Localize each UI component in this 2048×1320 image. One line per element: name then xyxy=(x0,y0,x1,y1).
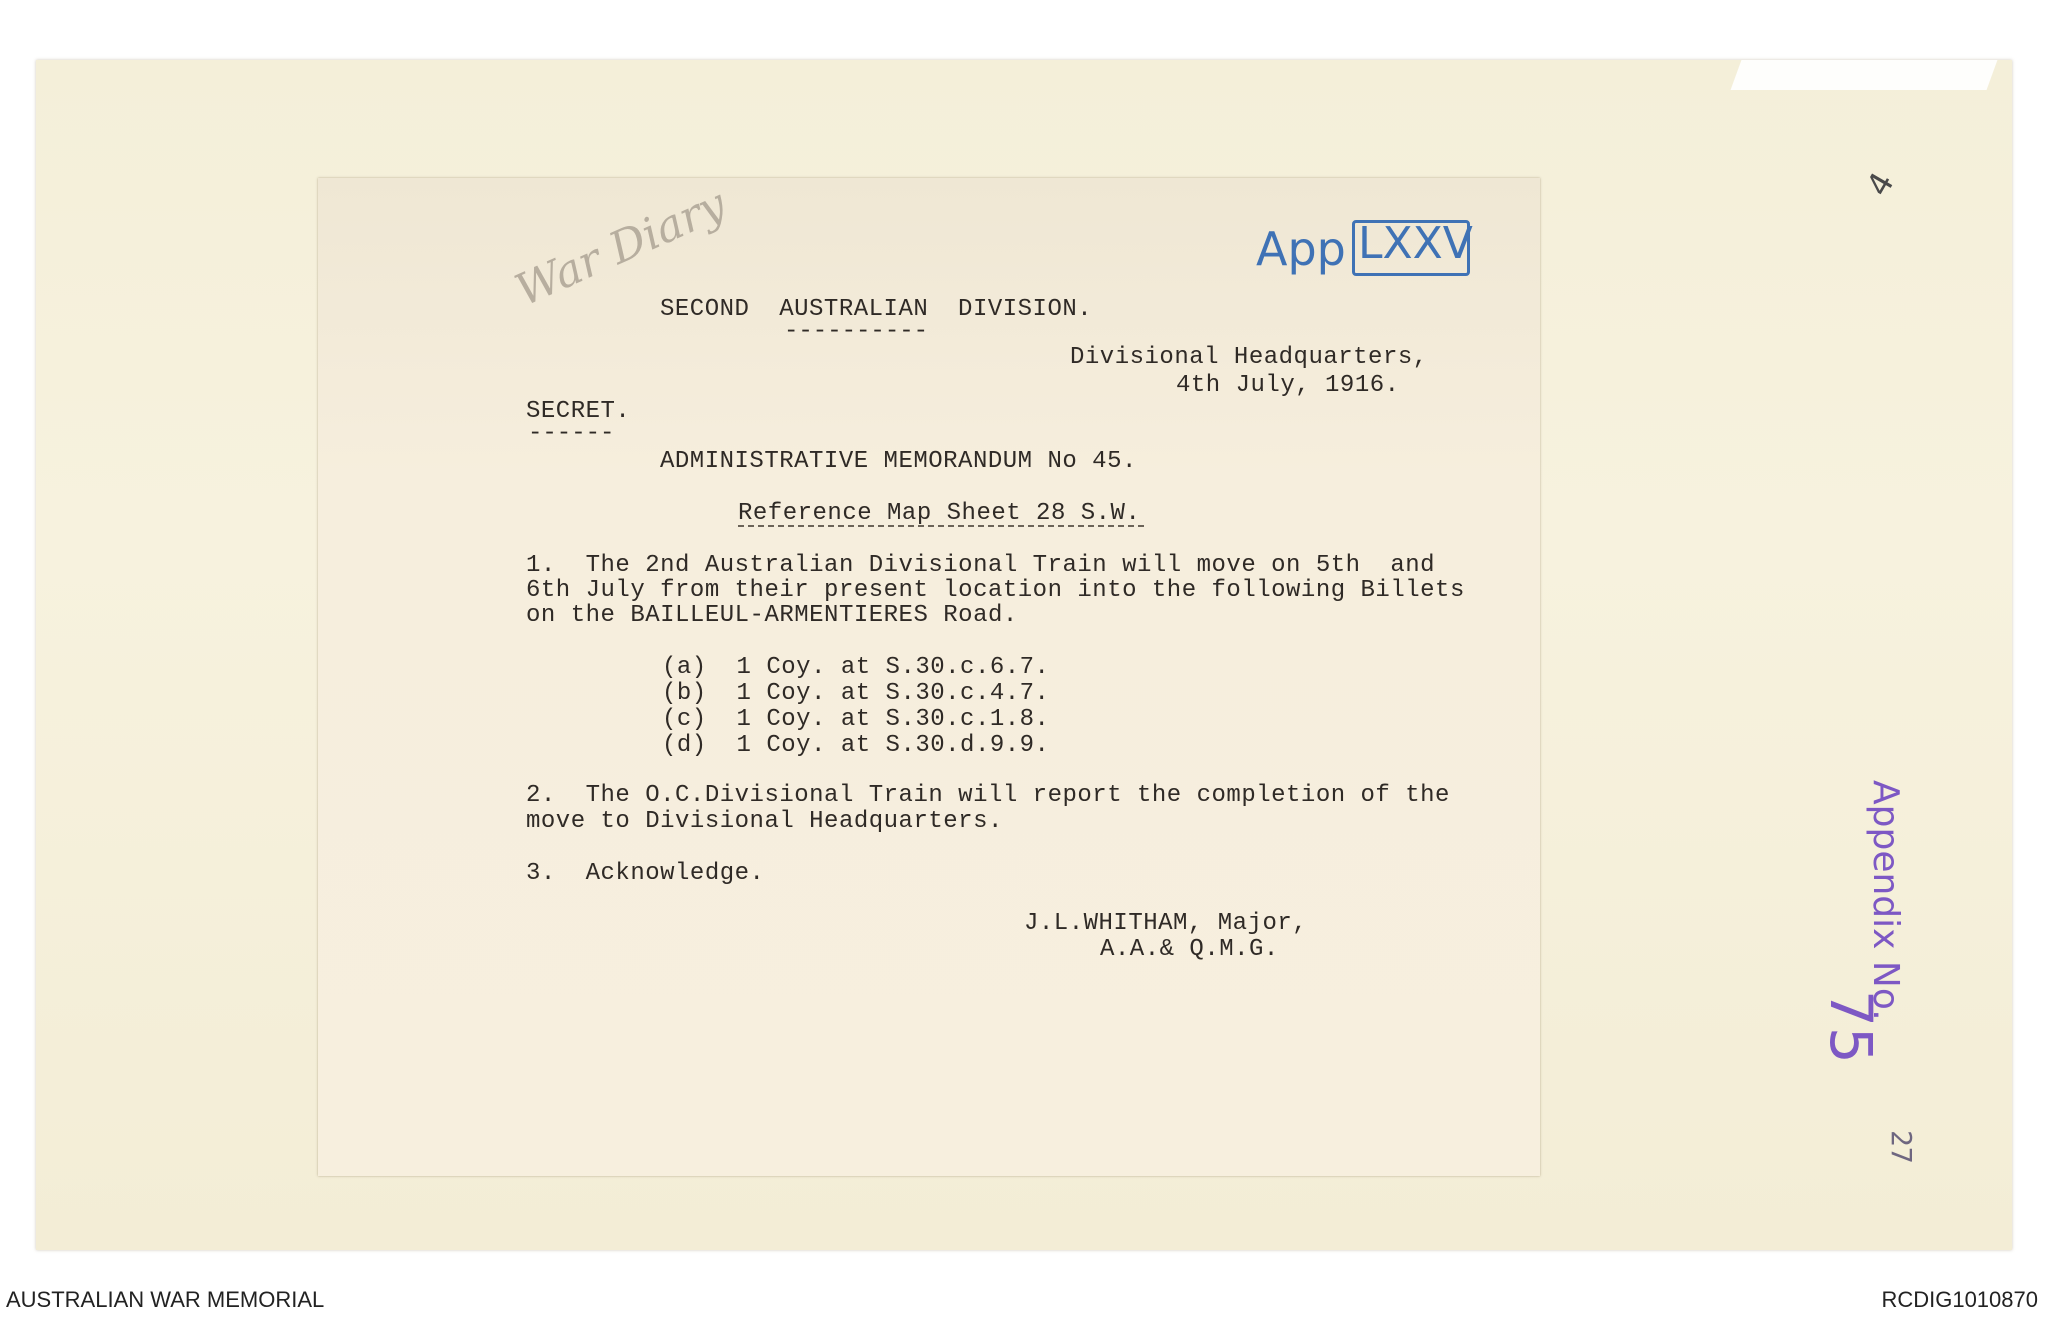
billet-item: (d) 1 Coy. at S.30.d.9.9. xyxy=(662,732,1050,759)
app-number: LXXV xyxy=(1358,218,1473,269)
appendix-stamp: Appendix No. xyxy=(1865,780,1906,1021)
division-underline: ---------- xyxy=(784,318,929,345)
appendix-number: 75 xyxy=(1817,990,1885,1064)
hq-line: Divisional Headquarters, xyxy=(1070,344,1428,371)
paragraph-1-line: 1. The 2nd Australian Divisional Train will move on 5th and xyxy=(526,552,1436,579)
memo-title: ADMINISTRATIVE MEMORANDUM No 45. xyxy=(660,448,1137,475)
footer-id: RCDIG1010870 xyxy=(1881,1287,2038,1312)
pencil-annotation: War Diary xyxy=(508,178,734,317)
footer-source: AUSTRALIAN WAR MEMORIAL xyxy=(6,1287,325,1312)
paragraph-1-line: on the BAILLEUL-ARMENTIERES Road. xyxy=(526,602,1018,629)
billet-item: (c) 1 Coy. at S.30.c.1.8. xyxy=(662,706,1050,733)
paragraph-2-line: move to Divisional Headquarters. xyxy=(526,808,1003,835)
paragraph-2-line: 2. The O.C.Divisional Train will report the completion of the xyxy=(526,782,1450,809)
memo-date: 4th July, 1916. xyxy=(1176,372,1400,399)
classification-underline: ------ xyxy=(528,420,615,447)
app-number-box xyxy=(1352,220,1470,276)
paragraph-1-line: 6th July from their present location into the following Billets xyxy=(526,577,1465,604)
stamp-year: 27 xyxy=(1885,1130,1918,1164)
classification: SECRET. xyxy=(526,398,631,425)
paragraph-3: 3. Acknowledge. xyxy=(526,860,765,887)
division-heading: SECOND AUSTRALIAN DIVISION. xyxy=(660,296,1093,323)
signature-title: A.A.& Q.M.G. xyxy=(1100,936,1279,963)
corner-page-number: 4 xyxy=(1858,165,1902,203)
signature: J.L.WHITHAM, Major, xyxy=(1024,910,1308,937)
reference-underline xyxy=(738,524,1144,527)
billet-item: (b) 1 Coy. at S.30.c.4.7. xyxy=(662,680,1050,707)
billet-item: (a) 1 Coy. at S.30.c.6.7. xyxy=(662,654,1050,681)
reference-line: Reference Map Sheet 28 S.W. xyxy=(738,500,1141,527)
app-label: App xyxy=(1256,222,1346,276)
